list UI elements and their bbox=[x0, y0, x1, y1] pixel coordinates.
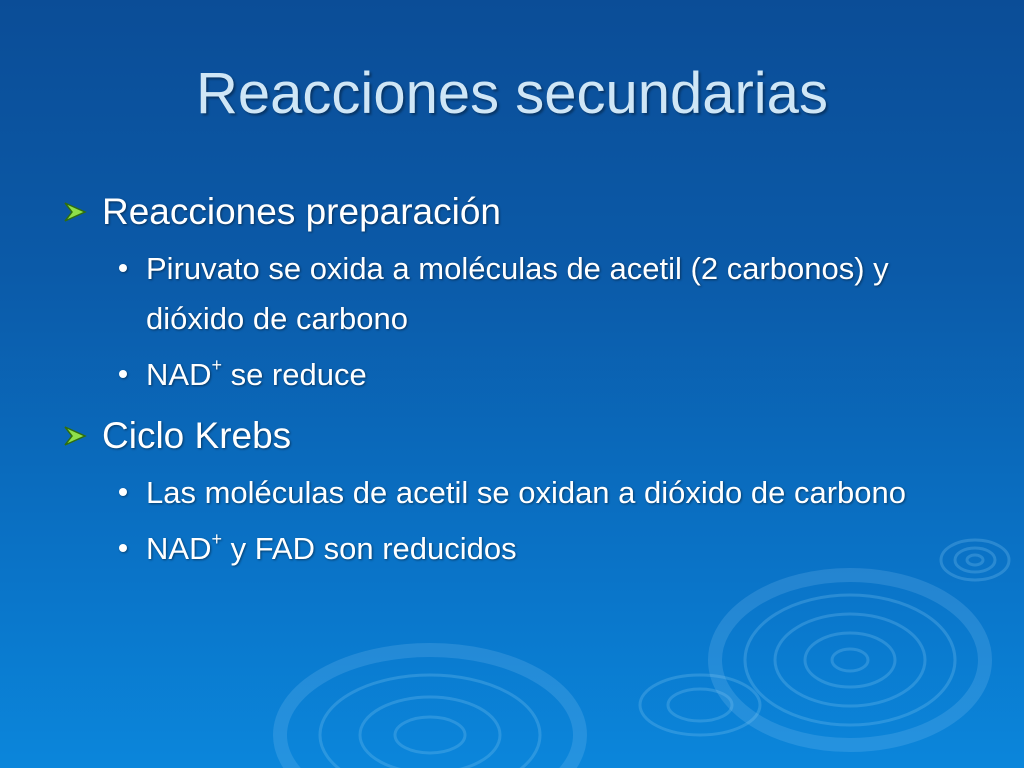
arrowhead-bullet-icon bbox=[63, 201, 89, 223]
bullet-item bbox=[60, 468, 946, 518]
bullet-item bbox=[60, 524, 946, 574]
round-bullet-icon bbox=[119, 544, 127, 552]
superscript-plus: + bbox=[211, 355, 222, 375]
bullet-text-pre: NAD bbox=[146, 357, 212, 392]
superscript-plus: + bbox=[211, 529, 222, 549]
round-bullet-icon bbox=[119, 488, 127, 496]
round-bullet-icon bbox=[119, 264, 127, 272]
bullet-text-post: se reduce bbox=[221, 357, 367, 392]
bullet-text: Las moléculas de acetil se oxidan a dióxido de carbono bbox=[146, 475, 906, 510]
arrowhead-bullet-icon bbox=[63, 425, 89, 447]
section-heading-text: Ciclo Krebs bbox=[102, 415, 292, 456]
section-heading bbox=[60, 190, 960, 234]
slide-title: Reacciones secundarias bbox=[196, 61, 828, 126]
bullet-text-post: y FAD son reducidos bbox=[221, 531, 517, 566]
round-bullet-icon bbox=[119, 370, 127, 378]
bullet-text-pre: NAD bbox=[146, 531, 212, 566]
section-heading bbox=[60, 414, 960, 458]
bullet-item bbox=[60, 244, 946, 344]
bullet-item bbox=[60, 350, 946, 400]
section-krebs bbox=[60, 414, 960, 574]
section-heading-text: Reacciones preparación bbox=[102, 191, 502, 232]
section-preparation bbox=[60, 190, 960, 400]
slide-body bbox=[60, 190, 960, 588]
bullet-text: Piruvato se oxida a moléculas de acetil (2 carbonos) y dióxido de carbono bbox=[146, 251, 889, 336]
